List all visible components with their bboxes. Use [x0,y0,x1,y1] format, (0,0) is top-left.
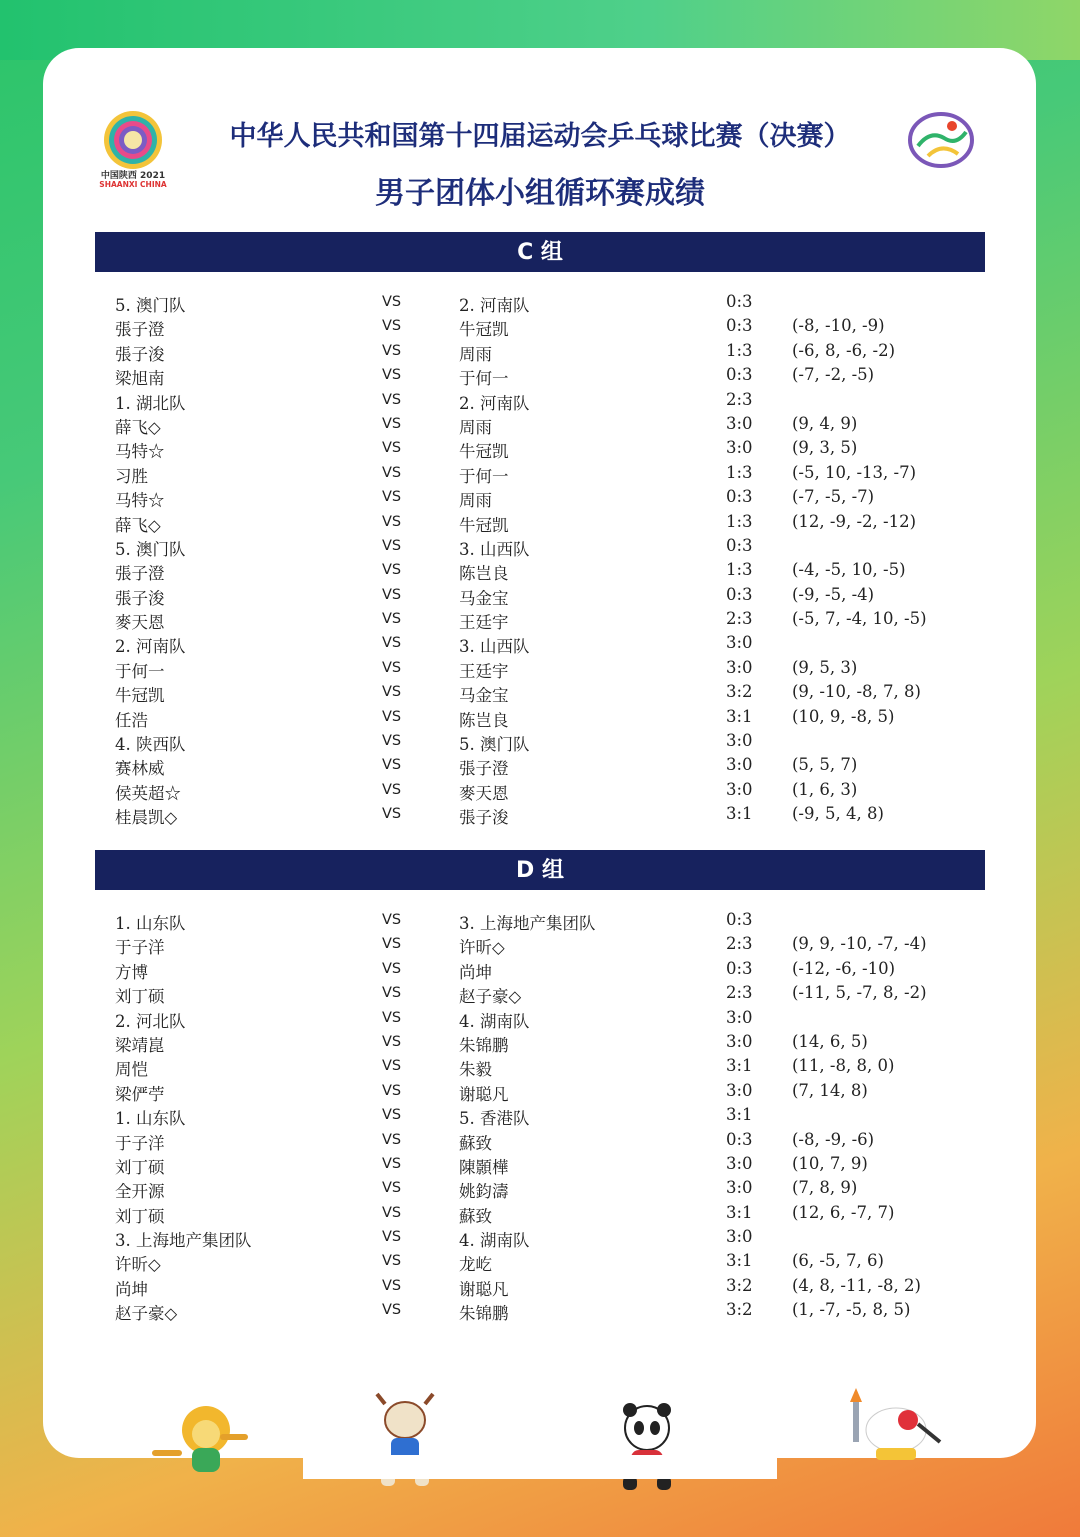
left-team: 周恺 [115,1060,148,1080]
vs-label: VS [382,659,402,676]
match-score: 3:0 [726,1031,753,1051]
result-row [0,1006,1080,1030]
match-score: 3:1 [726,706,753,726]
vs-label: VS [382,611,402,628]
match-score: 3:0 [726,633,753,653]
left-team: 梁旭南 [115,369,165,389]
match-score: 3:1 [726,1105,753,1125]
group-header-c: C 组 [95,232,985,272]
right-team: 马金宝 [459,686,509,706]
game-scores: (-9, 5, 4, 8) [792,804,884,824]
left-team: 2. 河北队 [115,1011,186,1031]
left-team: 桂晨凯◇ [115,808,178,828]
game-scores: (6, -5, 7, 6) [792,1251,884,1271]
vs-label: VS [382,294,402,310]
right-team: 張子浚 [459,808,509,828]
game-scores: (12, -9, -2, -12) [792,511,917,531]
vs-label: VS [382,1253,402,1270]
right-team: 蘇致 [459,1206,492,1226]
game-scores: (12, 6, -7, 7) [792,1202,895,1222]
vs-label: VS [382,733,402,750]
vs-label: VS [382,415,402,432]
result-row [0,705,1080,729]
right-team: 牛冠凯 [459,320,509,340]
game-scores: (10, 9, -8, 5) [792,706,895,726]
result-row [0,339,1080,363]
right-team: 4. 湖南队 [459,1011,530,1031]
right-team: 陈岂良 [459,564,509,584]
right-team: 陈岂良 [459,710,509,730]
right-team: 3. 山西队 [459,637,530,657]
right-team: 周雨 [459,344,492,364]
vs-label: VS [382,1155,402,1172]
vs-label: VS [382,781,402,798]
vs-label: VS [382,806,402,823]
game-scores: (5, 5, 7) [792,755,858,775]
vs-label: VS [382,342,402,359]
left-team: 马特☆ [115,491,165,511]
right-team: 4. 湖南队 [459,1231,530,1251]
left-team: 麥天恩 [115,613,165,633]
page-title: 中华人民共和国第十四届运动会乒乓球比赛（决赛） [229,121,851,152]
vs-label: VS [382,440,402,457]
result-row [0,510,1080,534]
match-score: 0:3 [726,535,753,555]
right-team: 王廷宇 [459,661,509,681]
result-row [0,363,1080,387]
game-scores: (-12, -6, -10) [792,958,896,978]
result-row [0,607,1080,631]
game-scores: (9, 3, 5) [792,438,858,458]
match-score: 0:3 [726,292,753,311]
result-row [0,631,1080,655]
vs-label: VS [382,1180,402,1197]
left-team: 3. 上海地产集团队 [115,1231,252,1251]
match-score: 1:3 [726,340,753,360]
group-d-results [0,908,1080,1323]
left-team: 许昕◇ [115,1255,161,1275]
match-score: 3:1 [726,1056,753,1076]
result-row [0,1274,1080,1298]
game-scores: (4, 8, -11, -8, 2) [792,1275,921,1295]
left-team: 刘丁硕 [115,1157,165,1177]
vs-label: VS [382,1033,402,1050]
left-team: 薛飞◇ [115,417,161,437]
game-scores: (-8, -9, -6) [792,1129,875,1149]
left-team: 牛冠凯 [115,686,165,706]
right-team: 張子澄 [459,759,509,779]
left-team: 梁俨苧 [115,1084,165,1104]
vs-label: VS [382,586,402,603]
logo-text-line1: 中国陕西 2021 [100,171,166,181]
game-scores: (7, 14, 8) [792,1080,868,1100]
match-score: 1:3 [726,462,753,482]
vs-label: VS [382,708,402,725]
left-team: 于子洋 [115,938,165,958]
mascot-cow [355,1392,455,1496]
match-score: 0:3 [726,316,753,336]
right-team: 朱锦鹏 [459,1035,509,1055]
vs-label: VS [382,985,402,1002]
right-team: 5. 香港队 [459,1109,530,1129]
mascot-crane-torch [836,1384,946,1468]
result-row [0,981,1080,1005]
left-team: 1. 山东队 [115,1109,186,1129]
vs-label: VS [382,684,402,701]
result-row [0,558,1080,582]
result-row [0,534,1080,558]
match-score: 3:2 [726,1275,753,1295]
right-team: 许昕◇ [459,938,505,958]
result-row [0,680,1080,704]
game-scores: (7, 8, 9) [792,1178,858,1198]
game-scores: (10, 7, 9) [792,1153,868,1173]
result-row [0,314,1080,338]
result-row [0,1225,1080,1249]
result-row [0,485,1080,509]
result-row [0,1201,1080,1225]
match-score: 1:3 [726,560,753,580]
left-team: 張子澄 [115,564,165,584]
left-team: 1. 湖北队 [115,393,186,413]
match-score: 0:3 [726,958,753,978]
match-score: 3:0 [726,1007,753,1027]
result-row [0,932,1080,956]
right-team: 姚鈞濤 [459,1182,509,1202]
left-team: 刘丁硕 [115,1206,165,1226]
left-team: 刘丁硕 [115,987,165,1007]
vs-label: VS [382,1229,402,1246]
result-row [0,1079,1080,1103]
match-score: 3:0 [726,413,753,433]
left-team: 于子洋 [115,1133,165,1153]
left-team: 赛林威 [115,759,165,779]
left-team: 全开源 [115,1182,165,1202]
match-score: 1:3 [726,511,753,531]
right-team: 于何一 [459,369,509,389]
page-subtitle: 男子团体小组循环赛成绩 [375,176,705,211]
right-team: 5. 澳门队 [459,735,530,755]
vs-label: VS [382,1082,402,1099]
right-team: 麥天恩 [459,783,509,803]
right-team: 3. 山西队 [459,539,530,559]
result-row [0,1128,1080,1152]
game-scores: (14, 6, 5) [792,1031,868,1051]
match-score: 3:0 [726,1227,753,1247]
game-scores: (9, 5, 3) [792,657,858,677]
vs-label: VS [382,757,402,774]
right-team: 于何一 [459,466,509,486]
result-row [0,436,1080,460]
game-scores: (-5, 7, -4, 10, -5) [792,609,927,629]
right-team: 周雨 [459,417,492,437]
left-team: 張子浚 [115,344,165,364]
right-team: 蘇致 [459,1133,492,1153]
vs-label: VS [382,1058,402,1075]
match-score: 0:3 [726,487,753,507]
match-score: 3:0 [726,1080,753,1100]
right-team: 牛冠凯 [459,442,509,462]
left-team: 于何一 [115,661,165,681]
right-team: 谢聪凡 [459,1279,509,1299]
result-row [0,778,1080,802]
result-row [0,729,1080,753]
left-team: 梁靖崑 [115,1035,165,1055]
match-score: 3:2 [726,682,753,702]
left-team: 1. 山东队 [115,914,186,933]
vs-label: VS [382,1277,402,1294]
vs-label: VS [382,1107,402,1124]
match-score: 3:0 [726,657,753,677]
match-score: 2:3 [726,609,753,629]
left-team: 尚坤 [115,1279,148,1299]
result-row [0,461,1080,485]
result-row [0,290,1080,314]
left-team: 马特☆ [115,442,165,462]
game-scores: (9, 4, 9) [792,413,858,433]
result-row [0,656,1080,680]
game-scores: (-4, -5, 10, -5) [792,560,906,580]
match-score: 3:0 [726,438,753,458]
right-team: 陳顥樺 [459,1157,509,1177]
result-row [0,583,1080,607]
vs-label: VS [382,318,402,335]
vs-label: VS [382,960,402,977]
vs-label: VS [382,1204,402,1221]
left-team: 薛飞◇ [115,515,161,535]
result-row [0,753,1080,777]
match-score: 3:2 [726,1300,753,1320]
vs-label: VS [382,1009,402,1026]
match-score: 3:1 [726,1202,753,1222]
vs-label: VS [382,537,402,554]
vs-label: VS [382,1131,402,1148]
right-team: 王廷宇 [459,613,509,633]
game-scores: (-7, -5, -7) [792,487,875,507]
right-team: 2. 河南队 [459,393,530,413]
match-score: 0:3 [726,1129,753,1149]
match-score: 0:3 [726,365,753,385]
result-row [0,1249,1080,1273]
vs-label: VS [382,936,402,953]
result-row [0,802,1080,826]
left-team: 习胜 [115,466,148,486]
match-score: 0:3 [726,584,753,604]
right-team: 马金宝 [459,588,509,608]
left-team: 5. 澳门队 [115,539,186,559]
result-row [0,1030,1080,1054]
left-team: 張子浚 [115,588,165,608]
right-team: 赵子豪◇ [459,987,522,1007]
game-scores: (9, -10, -8, 7, 8) [792,682,921,702]
match-score: 3:0 [726,1153,753,1173]
left-team: 侯英超☆ [115,783,181,803]
vs-label: VS [382,635,402,652]
vs-label: VS [382,1302,402,1319]
match-score: 3:0 [726,755,753,775]
right-team: 3. 上海地产集团队 [459,914,596,933]
result-row [0,908,1080,932]
mascot-panda [597,1400,697,1496]
left-team: 張子澄 [115,320,165,340]
result-row [0,1152,1080,1176]
match-score: 3:0 [726,1178,753,1198]
vs-label: VS [382,464,402,481]
game-scores: (-7, -2, -5) [792,365,875,385]
logo-text-line2: SHAANXI CHINA [99,180,167,188]
vs-label: VS [382,912,402,928]
vs-label: VS [382,367,402,384]
game-scores: (-11, 5, -7, 8, -2) [792,983,927,1003]
left-team: 5. 澳门队 [115,296,186,315]
game-scores: (1, 6, 3) [792,779,858,799]
left-team: 2. 河南队 [115,637,186,657]
game-scores: (-8, -10, -9) [792,316,885,336]
right-team: 谢聪凡 [459,1084,509,1104]
right-team: 周雨 [459,491,492,511]
result-row [0,1103,1080,1127]
match-score: 2:3 [726,389,753,409]
game-scores: (9, 9, -10, -7, -4) [792,934,927,954]
match-score: 3:0 [726,779,753,799]
game-scores: (-9, -5, -4) [792,584,875,604]
group-header-d: D 组 [95,850,985,890]
result-row [0,412,1080,436]
right-team: 朱毅 [459,1060,492,1080]
right-team: 牛冠凯 [459,515,509,535]
group-c-results [0,290,1080,827]
match-score: 3:0 [726,731,753,751]
left-team: 方博 [115,962,148,982]
match-score: 3:1 [726,1251,753,1271]
left-team: 赵子豪◇ [115,1304,178,1324]
result-row [0,388,1080,412]
match-score: 2:3 [726,983,753,1003]
game-scores: (1, -7, -5, 8, 5) [792,1300,911,1320]
right-team: 尚坤 [459,962,492,982]
bottom-strip [303,1455,777,1479]
game-scores: (-5, 10, -13, -7) [792,462,917,482]
game-scores: (11, -8, 8, 0) [792,1056,895,1076]
vs-label: VS [382,489,402,506]
left-team: 任浩 [115,710,148,730]
left-team: 4. 陕西队 [115,735,186,755]
vs-label: VS [382,391,402,408]
right-team: 2. 河南队 [459,296,530,315]
right-team: 龙屹 [459,1255,492,1275]
right-team: 朱锦鹏 [459,1304,509,1324]
result-row [0,1176,1080,1200]
vs-label: VS [382,513,402,530]
result-row [0,1054,1080,1078]
vs-label: VS [382,562,402,579]
result-row [0,1298,1080,1322]
match-score: 2:3 [726,934,753,954]
game-scores: (-6, 8, -6, -2) [792,340,896,360]
result-row [0,957,1080,981]
match-score: 0:3 [726,910,753,929]
match-score: 3:1 [726,804,753,824]
mascot-lion [148,1400,258,1484]
